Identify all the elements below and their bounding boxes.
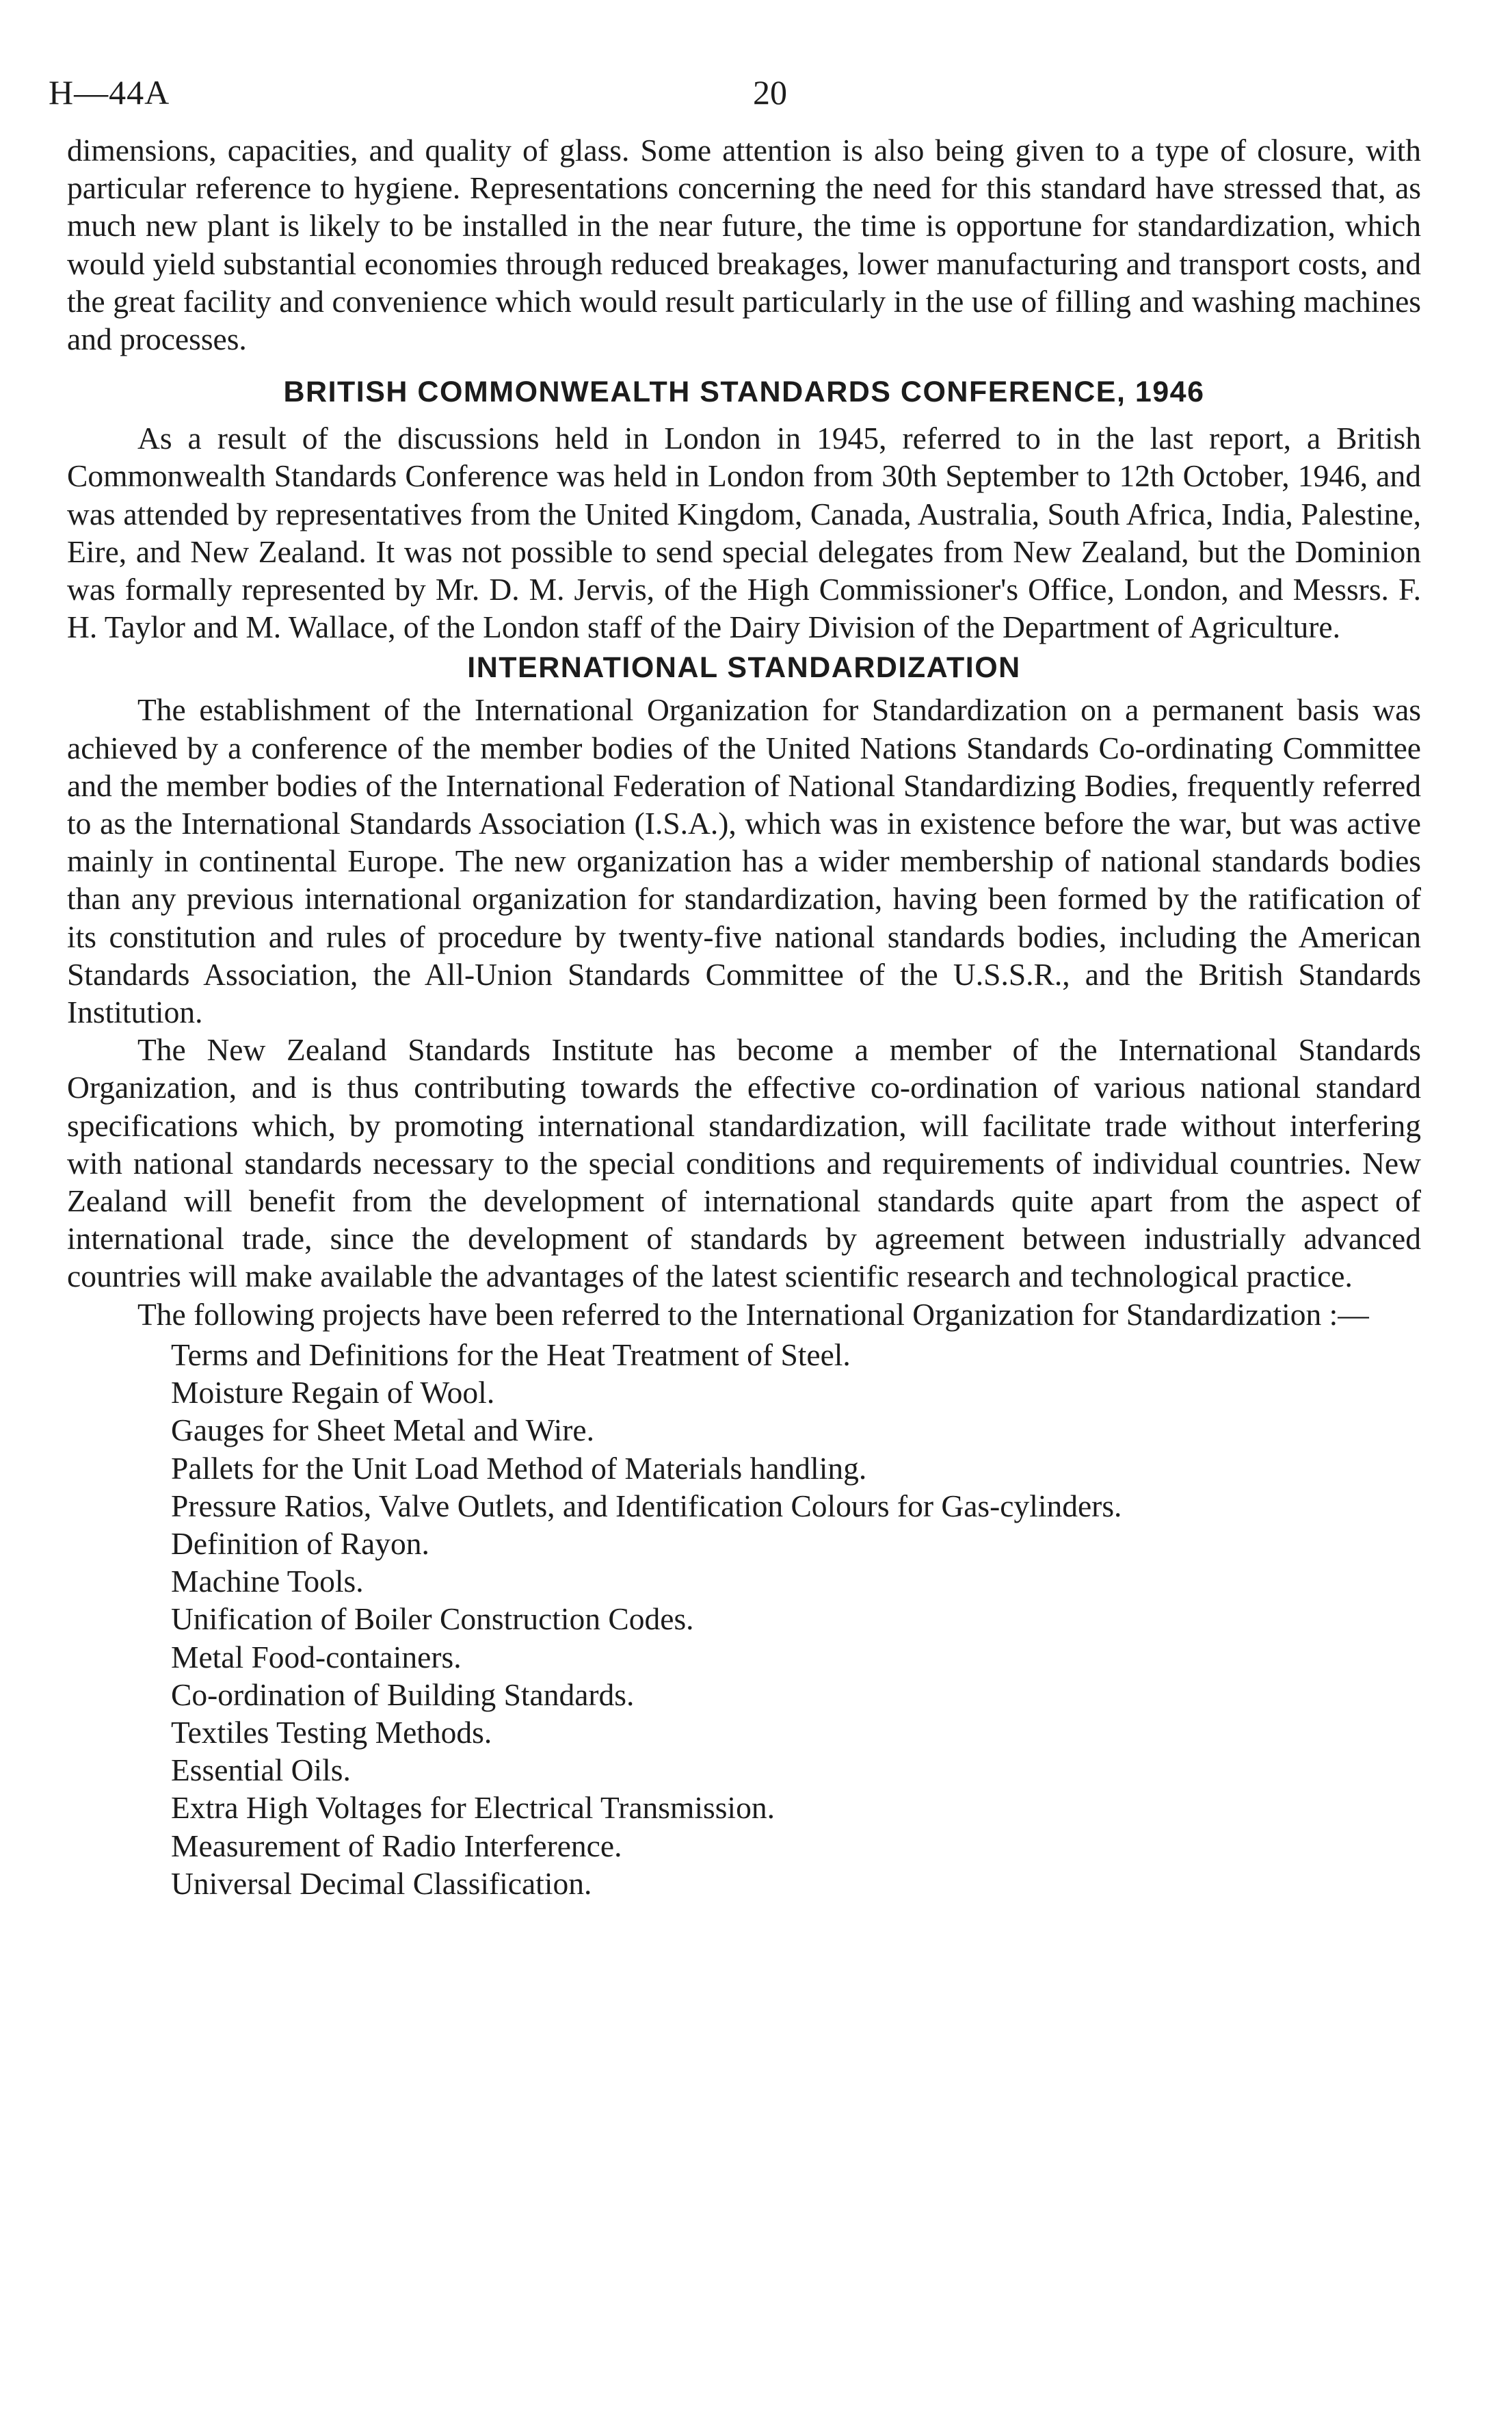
list-item: Definition of Rayon. [171,1525,429,1561]
list-item: Co-ordination of Building Standards. [171,1677,635,1712]
list-item: Textiles Testing Methods. [171,1714,492,1750]
list-item: Moisture Regain of Wool. [171,1375,495,1410]
page-header [49,68,1421,116]
international-paragraph-1: The establishment of the International Organization for Standardization on a permanent basis was achieved by a conference of the member bodies of the United Nations Standards Co-ordinating Committee and the member bodies of the International Federation of National Standardizing Bodies, frequently referred to as the International Standards Association (I.S.A.), which was in existence before the war, but was active mainly in continental Europe. The new organization has a wider membership of national standards bodies than any previous international organization for standardization, having been formed by the ratification of its constitution and rules of procedure by twenty-five national standards bodies, including the American Standards Association, the All-Union Standards Committee of the U.S.S.R., and the British Standards Institution. [67,692,1421,1030]
commonwealth-conference-paragraph: As a result of the discussions held in London in 1945, referred to in the last report, a British Commonwealth Standards Conference was held in London from 30th September to 12th October, 1946, and was attended by representatives from the United Kingdom, Canada, Australia, South Africa, India, Palestine, Eire, and New Zealand. It was not possible to send special delegates from New Zealand, but the Dominion was formally represented by Mr. D. M. Jervis, of the High Commissioner's Office, London, and Messrs. F. H. Taylor and M. Wallace, of the London staff of the Dairy Division of the Department of Agriculture. [67,421,1421,645]
list-item: Metal Food-containers. [171,1639,462,1674]
list-item: Measurement of Radio Interference. [171,1828,622,1863]
section-heading-commonwealth-conference: BRITISH COMMONWEALTH STANDARDS CONFERENCE, 1946 [283,376,1205,409]
document-page [49,68,1421,1902]
projects-list [67,1336,1421,1902]
list-item: Pressure Ratios, Valve Outlets, and Identification Colours for Gas-cylinders. [171,1488,1122,1523]
page-number: 20 [753,73,787,111]
list-item: Essential Oils. [171,1752,351,1788]
list-item: Machine Tools. [171,1564,364,1599]
international-paragraph-2: The New Zealand Standards Institute has become a member of the International Standards Organization, and is thus contributing towards the effective co-ordination of various national standard specifications which, by promoting international standardization, will facilitate trade without interfering with national standards necessary to the special conditions and requirements of individual countries. New Zealand will benefit from the development of international standards quite apart from the aspect of international trade, since the development of standards by agreement between industrially advanced countries will make available the advantages of the latest scientific research and technological practice. [67,1032,1421,1294]
international-paragraph-3: The following projects have been referred to the International Organization for Standardization :— [137,1296,1369,1332]
list-item: Unification of Boiler Construction Codes. [171,1601,694,1637]
list-item: Universal Decimal Classification. [171,1865,592,1901]
section-heading-international-standardization: INTERNATIONAL STANDARDIZATION [467,651,1021,685]
intro-paragraph: dimensions, capacities, and quality of glass. Some attention is also being given to a type of closure, with particular reference to hygiene. Representations concerning the need for this standard have stressed that, as much new plant is likely to be installed in the near future, the time is opportune for standardization, which would yield substantial economies through reduced breakages, lower manufacturing and transport costs, and the great facility and convenience which would result particularly in the use of filling and washing machines and processes. [67,133,1421,357]
list-item: Extra High Voltages for Electrical Transmission. [171,1790,775,1826]
list-item: Pallets for the Unit Load Method of Materials handling. [171,1450,867,1486]
list-item: Terms and Definitions for the Heat Treatment of Steel. [171,1337,851,1372]
document-reference: H—44A [49,73,170,111]
list-item: Gauges for Sheet Metal and Wire. [171,1412,594,1448]
